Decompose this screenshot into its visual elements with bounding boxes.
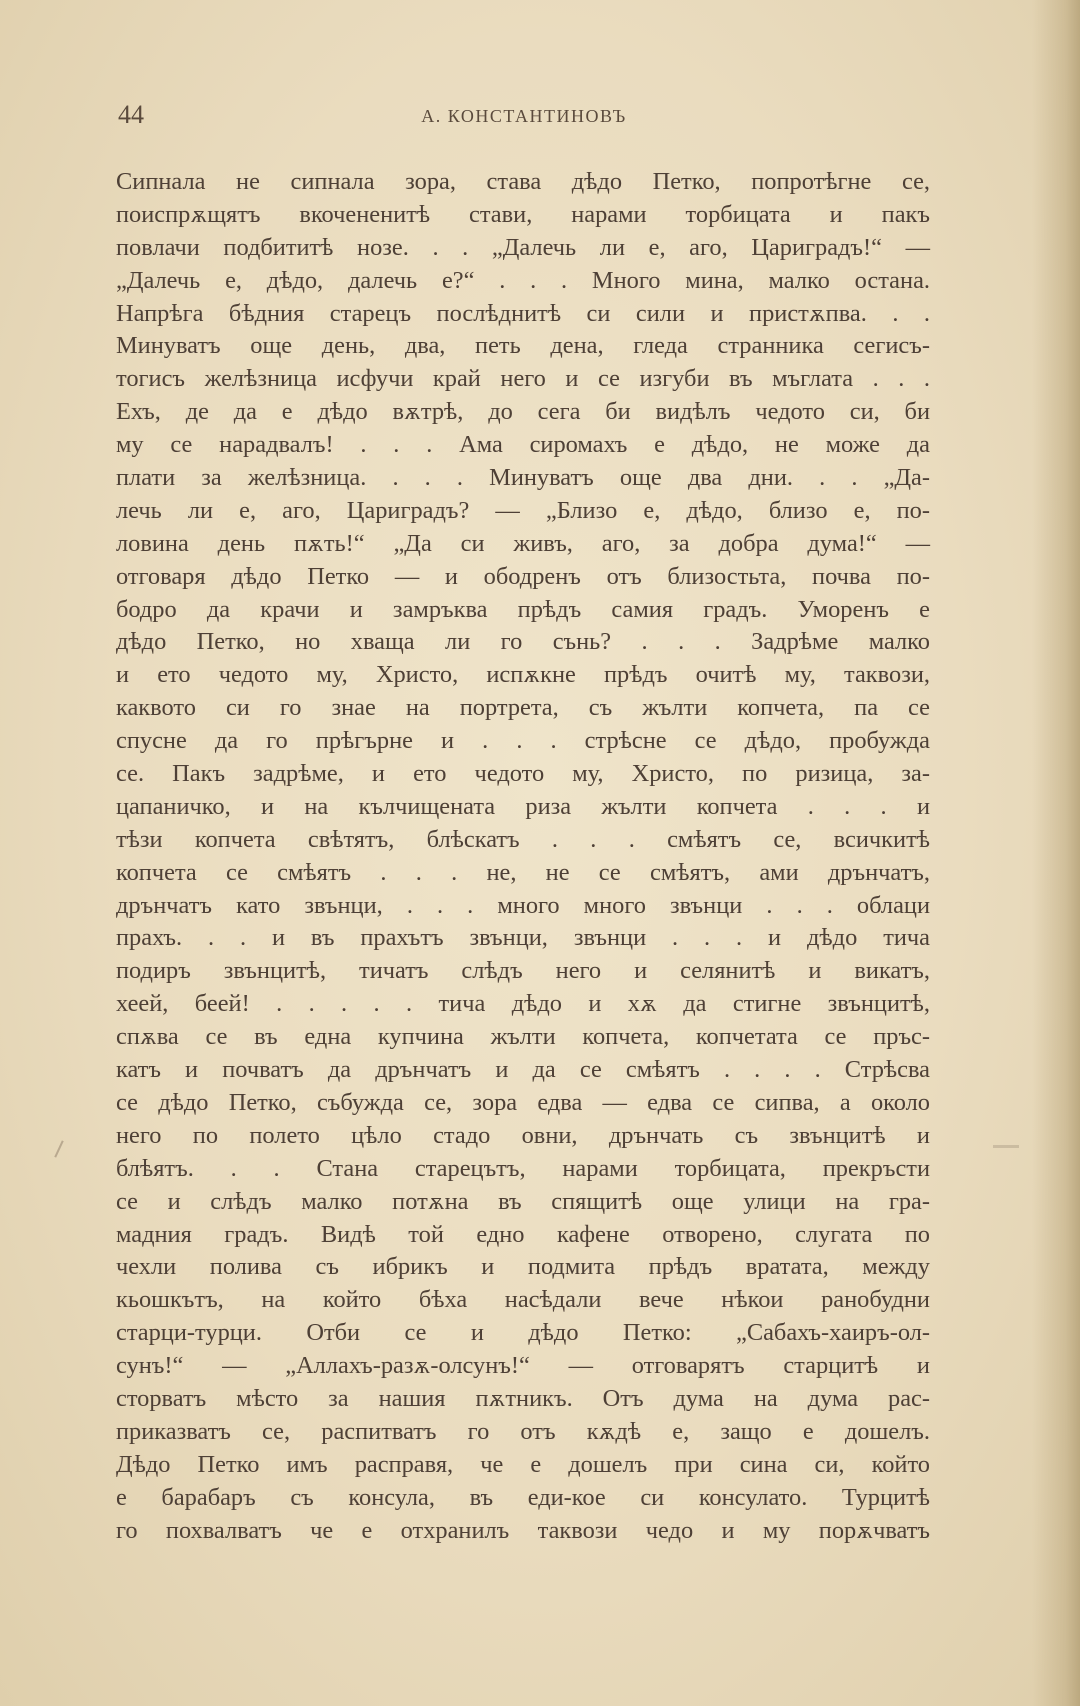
text-line: дрънчатъ като звънци, . . . много много звънци . . . облаци [116, 891, 930, 919]
text-line: дѣдо Петко, но хваща ли го сънь? . . . Задрѣме малко [116, 628, 930, 656]
text-line: го похвалватъ че е отхранилъ таквози чедо и му порѫчватъ [116, 1516, 930, 1544]
text-line: тѣзи копчета свѣтятъ, блѣскатъ . . . смѣятъ се, всичкитѣ [116, 825, 930, 853]
text-line: бодро да крачи и замръква прѣдъ самия градъ. Уморенъ е [116, 595, 930, 623]
text-line: тогисъ желѣзница исфучи край него и се изгуби въ мъглата . . . [116, 365, 930, 393]
text-line: Сипнала не сипнала зора, става дѣдо Петко, попротѣгне се, [116, 168, 930, 195]
text-line: плати за желѣзница. . . . Минуватъ още два дни. . . „Да- [116, 464, 930, 492]
text-line: повлачи подбититѣ нозе. . . „Далечь ли е, аго, Цариградъ!“ — [116, 233, 930, 261]
page-number: 44 [118, 100, 144, 129]
text-line: подиръ звънцитѣ, тичатъ слѣдъ него и селянитѣ и викатъ, [116, 957, 930, 985]
ink-speck [993, 1145, 1019, 1148]
ink-speck [54, 1140, 63, 1157]
text-line: прахъ. . . и въ прахътъ звънци, звънци . . . и дѣдо тича [116, 924, 930, 952]
page-edge-shadow [1032, 0, 1080, 1706]
text-line: мадния градъ. Видѣ той едно кафене отворено, слугата по [116, 1220, 930, 1248]
text-line: се. Пакъ задрѣме, и ето чедото му, Христо, по ризица, за- [116, 760, 930, 788]
text-line: отговаря дѣдо Петко — и ободренъ отъ близостьта, почва по- [116, 562, 930, 590]
text-line: лечь ли е, аго, Цариградъ? — „Близо е, дѣдо, близо е, по- [116, 496, 930, 524]
text-line: и ето чедото му, Христо, испѫкне прѣдъ очитѣ му, таквози, [116, 661, 930, 689]
text-line: спусне да го прѣгърне и . . . стрѣсне се дѣдо, пробужда [116, 727, 930, 755]
text-line: катъ и почватъ да дрънчатъ и да се смѣятъ . . . . Стрѣсва [116, 1056, 930, 1084]
text-line: него по полето цѣло стадо овни, дрънчать съ звънцитѣ и [116, 1121, 930, 1149]
text-line: се и слѣдъ малко потѫна въ спящитѣ още улици на гра- [116, 1187, 930, 1215]
text-line: ловина день пѫть!“ „Да си живъ, аго, за добра дума!“ — [116, 529, 930, 557]
body-text [116, 166, 930, 1547]
text-line: цапаничко, и на кълчищената риза жълти копчета . . . и [116, 792, 930, 820]
text-line: „Далечь е, дѣдо, далечь е?“ . . . Много мина, малко остана. [116, 266, 930, 294]
text-line: приказватъ се, распитватъ го отъ кѫдѣ е, защо е дошелъ. [116, 1417, 930, 1445]
text-line: Минуватъ още день, два, петь дена, гледа странника сегисъ- [116, 332, 930, 360]
text-line: е барабаръ съ консула, въ еди-кое си консулато. Турцитѣ [116, 1483, 930, 1511]
text-line: Ехъ, де да е дѣдо вѫтрѣ, до сега би видѣлъ чедото си, би [116, 398, 930, 426]
text-line: каквото си го знае на портрета, съ жълти копчета, па се [116, 694, 930, 722]
text-line: спѫва се въ една купчина жълти копчета, копчетата се пръс- [116, 1023, 930, 1051]
text-line: му се нарадвалъ! . . . Ама сиромахъ е дѣдо, не може да [116, 431, 930, 459]
text-line: сторватъ мѣсто за нашия пѫтникъ. Отъ дума на дума рас- [116, 1384, 930, 1412]
text-line: кьошкътъ, на който бѣха насѣдали вече нѣкои ранобудни [116, 1286, 930, 1314]
text-line: Напрѣга бѣдния старецъ послѣднитѣ си сили и пристѫпва. . . [116, 299, 930, 327]
text-line: хеей, беей! . . . . . тича дѣдо и хѫ да стигне звънцитѣ, [116, 990, 930, 1018]
text-line: копчета се смѣятъ . . . не, не се смѣятъ, ами дрънчатъ, [116, 858, 930, 886]
text-line: поиспрѫщятъ вкочененитѣ стави, нарами торбицата и пакъ [116, 200, 930, 228]
running-head: А. КОНСТАНТИНОВЪ [421, 106, 627, 126]
text-line: старци-турци. Отби се и дѣдо Петко: „Сабахъ-хаиръ-ол- [116, 1319, 930, 1347]
text-line: се дѣдо Петко, събужда се, зора едва — едва се сипва, а около [116, 1088, 930, 1116]
text-line: блѣятъ. . . Стана старецътъ, нарами торбицата, прекръсти [116, 1154, 930, 1182]
page-header [118, 100, 930, 134]
text-line: Дѣдо Петко имъ расправя, че е дошелъ при сина си, който [116, 1450, 930, 1478]
text-line: чехли полива съ ибрикъ и подмита прѣдъ вратата, между [116, 1253, 930, 1281]
text-line: сунъ!“ — „Аллахъ-разѫ-олсунъ!“ — отговарятъ старцитѣ и [116, 1352, 930, 1380]
